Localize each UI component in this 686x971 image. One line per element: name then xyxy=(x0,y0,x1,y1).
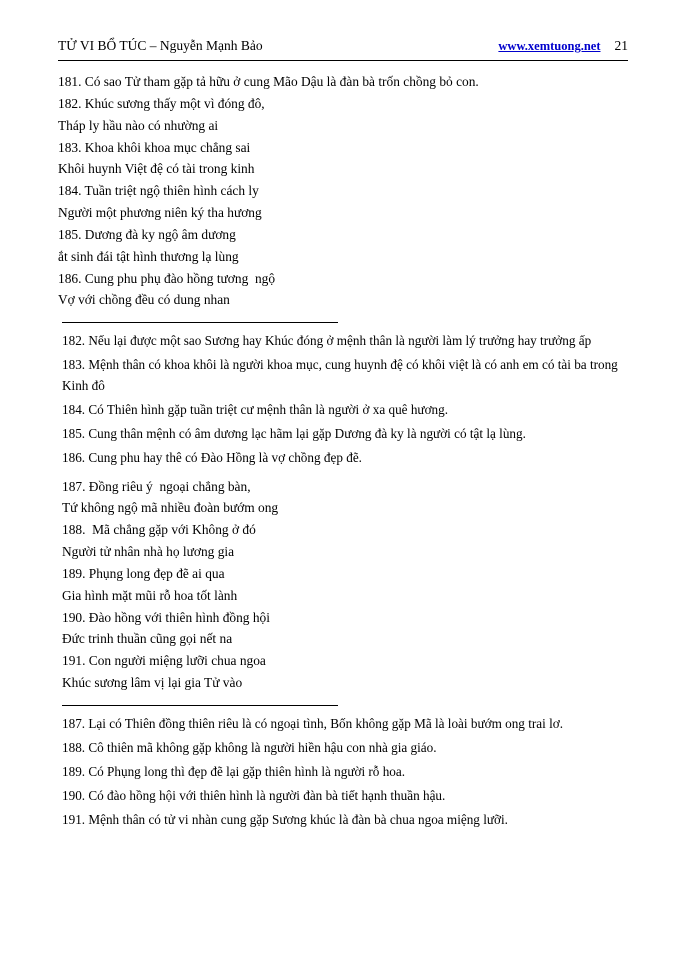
verse-block-two xyxy=(58,476,628,694)
commentary-paragraph: 191. Mệnh thân có tử vi nhàn cung gặp Sương khúc là đàn bà chua ngoa miệng lưỡi. xyxy=(62,811,508,827)
page-header xyxy=(58,38,628,58)
commentary-paragraph: 187. Lại có Thiên đồng thiên riêu là có ngoại tình, Bốn không gặp Mã là loài bướm ong trai lơ. xyxy=(62,715,564,731)
verse-line: Tháp ly hầu nào có nhường ai xyxy=(58,117,219,133)
verse-line: 188. Mã chẳng gặp với Không ở đó xyxy=(62,522,256,538)
commentary-paragraph: 182. Nếu lại được một sao Sương hay Khúc đóng ở mệnh thân là người làm lý trưởng hay trưởng ấp xyxy=(62,333,592,349)
book-title: TỬ VI BỔ TÚC – Nguyễn Mạnh Bảo xyxy=(58,38,263,53)
commentary-paragraph: 184. Có Thiên hình gặp tuần triệt cư mệnh thân là người ở xa quê hương. xyxy=(62,401,449,417)
commentary-paragraph: 190. Có đào hồng hội với thiên hình là người đàn bà tiết hạnh thuần hậu. xyxy=(62,787,446,803)
verse-line: Người tử nhân nhà họ lương gia xyxy=(62,544,235,560)
verse-line: Khôi huynh Việt đệ có tài trong kinh xyxy=(58,161,255,177)
verse-block-one xyxy=(58,71,628,311)
section-divider xyxy=(62,705,338,706)
header-divider xyxy=(58,60,628,61)
commentary-paragraph: 189. Có Phụng long thì đẹp đẽ lại gặp thiên hình là người rỗ hoa. xyxy=(62,763,406,779)
commentary-paragraph: 183. Mệnh thân có khoa khôi là người khoa mục, cung huynh đệ có khôi việt là có anh em có tài ba trong Kinh đô xyxy=(62,357,618,393)
verse-line: 183. Khoa khôi khoa mục chẳng sai xyxy=(58,139,251,155)
verse-line: Vợ với chồng đều có dung nhan xyxy=(58,292,230,308)
verse-line: 190. Đào hồng với thiên hình đồng hội xyxy=(62,609,270,625)
verse-line: 191. Con người miệng lưỡi chua ngoa xyxy=(62,653,266,669)
commentary-paragraph: 188. Cô thiên mã không gặp không là người hiền hậu con nhà gia giáo. xyxy=(62,739,437,755)
verse-line: Gia hình mặt mũi rỗ hoa tốt lành xyxy=(62,587,238,603)
verse-line: 184. Tuần triệt ngộ thiên hình cách ly xyxy=(58,183,259,199)
page-number: 21 xyxy=(614,38,628,53)
header-right-group xyxy=(498,38,628,54)
commentary-paragraph: 185. Cung thân mệnh có âm dương lạc hãm lại gặp Dương đà ky là người có tật lạ lùng. xyxy=(62,425,526,441)
commentary-paragraph: 186. Cung phu hay thê có Đào Hồng là vợ chồng đẹp đẽ. xyxy=(62,449,362,465)
verse-line: Người một phương niên ký tha hương xyxy=(58,205,262,221)
verse-line: 182. Khúc sương thấy một vì đóng đô, xyxy=(58,95,265,111)
verse-line: Đức trinh thuần cũng gọi nết na xyxy=(62,631,233,647)
verse-line: ắt sinh đái tật hình thương lạ lùng xyxy=(58,248,239,264)
verse-line: 186. Cung phu phụ đào hồng tương ngộ xyxy=(58,270,276,286)
verse-line: 181. Có sao Tử tham gặp tả hữu ở cung Mão Dậu là đàn bà trốn chồng bỏ con. xyxy=(58,74,479,89)
verse-line: 187. Đồng riêu ý ngoại chẳng bàn, xyxy=(62,478,251,494)
commentary-block-one xyxy=(58,331,628,468)
commentary-block-two xyxy=(58,714,628,830)
section-divider xyxy=(62,322,338,323)
website-link[interactable]: www.xemtuong.net xyxy=(498,39,601,53)
verse-line: Tứ không ngộ mã nhiều đoàn bướm ong xyxy=(62,500,279,516)
verse-line: Khúc sương lâm vị lại gia Tử vào xyxy=(62,675,243,691)
verse-line: 189. Phụng long đẹp đẽ ai qua xyxy=(62,565,225,581)
verse-line: 185. Dương đà ky ngộ âm dương xyxy=(58,226,236,242)
